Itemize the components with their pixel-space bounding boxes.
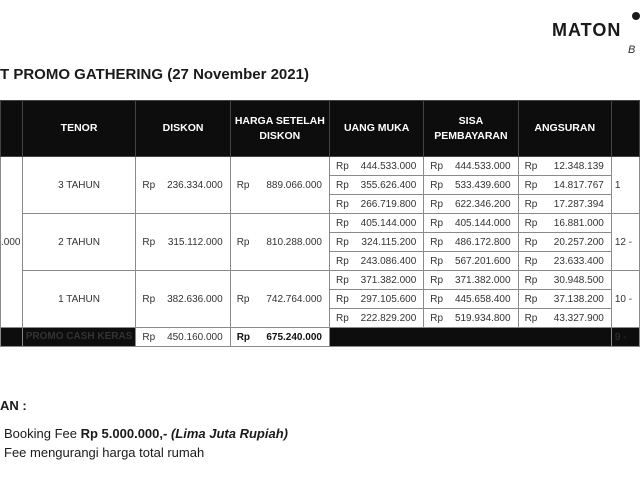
promo-diskon-cell (136, 328, 230, 347)
amount-value: 405.144.000 (360, 217, 417, 229)
currency-label: Rp (335, 160, 349, 172)
amount-value: 567.201.600 (454, 255, 511, 267)
harga-cell (230, 271, 329, 328)
right-edge-cell: 10 - (611, 271, 639, 328)
amount-value: 236.334.000 (167, 179, 223, 191)
currency-label: Rp (524, 255, 538, 267)
brand-logo: MATON (552, 20, 622, 40)
amount-value: 742.764.000 (266, 293, 322, 305)
header-tenor: TENOR (22, 101, 136, 157)
amount-value: 675.240.000 (266, 331, 322, 343)
angsuran-cell (518, 309, 611, 328)
header-angsuran: ANGSURAN (518, 101, 611, 157)
currency-label: Rp (335, 179, 349, 191)
notes-line1-words: (Lima Juta Rupiah) (170, 426, 288, 441)
sisa-cell (424, 309, 518, 328)
table-row (1, 271, 640, 290)
currency-label: Rp (430, 293, 444, 305)
currency-label: Rp (524, 217, 538, 229)
sisa-cell (424, 176, 518, 195)
amount-value: 889.066.000 (266, 179, 322, 191)
header-harga: HARGA SETELAH DISKON (230, 101, 329, 157)
notes-line1-prefix: Booking Fee (4, 426, 81, 441)
currency-label: Rp (335, 198, 349, 210)
promo-cash-label: PROMO CASH KERAS (22, 328, 136, 347)
amount-value: 324.115.200 (361, 236, 417, 248)
amount-value: 371.382.000 (454, 274, 511, 286)
amount-value: 37.138.200 (553, 293, 604, 305)
promo-right-edge: 9 - (611, 328, 639, 347)
currency-label: Rp (430, 198, 444, 210)
amount-value: 810.288.000 (266, 236, 322, 248)
currency-label: Rp (430, 160, 444, 172)
header-diskon: DISKON (136, 101, 230, 157)
currency-label: Rp (430, 274, 444, 286)
brand-sub: B (628, 44, 636, 56)
amount-value: 622.346.200 (454, 198, 511, 210)
currency-label: Rp (524, 236, 538, 248)
harga-cell (230, 157, 329, 214)
amount-value: 243.086.400 (360, 255, 417, 267)
amount-value: 371.382.000 (360, 274, 417, 286)
notes-booking-fee (4, 426, 288, 441)
currency-label: Rp (142, 331, 156, 343)
amount-value: 315.112.000 (167, 236, 223, 248)
tenor-cell: 1 TAHUN (22, 271, 136, 328)
uang-muka-cell (329, 214, 423, 233)
header-uang-muka: UANG MUKA (329, 101, 423, 157)
currency-label: Rp (524, 198, 538, 210)
sisa-cell (424, 252, 518, 271)
sisa-cell (424, 233, 518, 252)
page-title: T PROMO GATHERING (27 November 2021) (0, 66, 309, 83)
currency-label: Rp (142, 236, 156, 248)
currency-label: Rp (335, 217, 349, 229)
currency-label: Rp (335, 236, 349, 248)
sisa-cell (424, 214, 518, 233)
currency-label: Rp (524, 293, 538, 305)
table-row (1, 214, 640, 233)
uang-muka-cell (329, 271, 423, 290)
sisa-cell (424, 157, 518, 176)
right-edge-cell: 1 (611, 157, 639, 214)
angsuran-cell (518, 214, 611, 233)
diskon-cell (136, 214, 230, 271)
amount-value: 445.658.400 (454, 293, 511, 305)
table-row (1, 157, 640, 176)
currency-label: Rp (236, 236, 250, 248)
right-edge-cell: 12 - (611, 214, 639, 271)
currency-label: Rp (236, 331, 251, 343)
currency-label: Rp (430, 312, 444, 324)
promo-cash-row (1, 328, 640, 347)
amount-value: 12.348.139 (553, 160, 604, 172)
currency-label: Rp (335, 312, 349, 324)
angsuran-cell (518, 233, 611, 252)
amount-value: 20.257.200 (553, 236, 604, 248)
angsuran-cell (518, 290, 611, 309)
angsuran-cell (518, 195, 611, 214)
uang-muka-cell (329, 157, 423, 176)
currency-label: Rp (524, 274, 538, 286)
promo-harga-cell (230, 328, 329, 347)
amount-value: 519.934.800 (454, 312, 511, 324)
tenor-cell: 3 TAHUN (22, 157, 136, 214)
currency-label: Rp (142, 293, 156, 305)
table-header-row (1, 101, 640, 157)
promo-empty-block (329, 328, 611, 347)
uang-muka-cell (329, 290, 423, 309)
currency-label: Rp (524, 312, 538, 324)
header-right-edge (611, 101, 639, 157)
currency-label: Rp (335, 293, 349, 305)
currency-label: Rp (430, 236, 444, 248)
amount-value: 444.533.000 (360, 160, 417, 172)
diskon-cell (136, 157, 230, 214)
notes-heading: AN : (0, 398, 27, 413)
sisa-cell (424, 271, 518, 290)
currency-label: Rp (335, 274, 349, 286)
currency-label: Rp (430, 255, 444, 267)
uang-muka-cell (329, 233, 423, 252)
amount-value: 405.144.000 (454, 217, 511, 229)
uang-muka-cell (329, 252, 423, 271)
angsuran-cell (518, 176, 611, 195)
left-edge-cell: .000 (1, 157, 23, 328)
brand-mark-icon (632, 12, 640, 20)
angsuran-cell (518, 271, 611, 290)
tenor-cell: 2 TAHUN (22, 214, 136, 271)
amount-value: 382.636.000 (167, 293, 223, 305)
harga-cell (230, 214, 329, 271)
header-sisa: SISA PEMBAYARAN (424, 101, 518, 157)
amount-value: 16.881.000 (553, 217, 604, 229)
currency-label: Rp (524, 160, 538, 172)
amount-value: 355.626.400 (360, 179, 417, 191)
currency-label: Rp (236, 293, 250, 305)
amount-value: 486.172.800 (454, 236, 511, 248)
notes-line1-amount: Rp 5.000.000,- (80, 426, 168, 441)
uang-muka-cell (329, 309, 423, 328)
currency-label: Rp (236, 179, 250, 191)
angsuran-cell (518, 157, 611, 176)
promo-table (0, 100, 640, 347)
amount-value: 297.105.600 (360, 293, 417, 305)
currency-label: Rp (430, 179, 444, 191)
sisa-cell (424, 290, 518, 309)
amount-value: 266.719.800 (360, 198, 417, 210)
amount-value: 23.633.400 (553, 255, 604, 267)
sisa-cell (424, 195, 518, 214)
amount-value: 30.948.500 (553, 274, 604, 286)
uang-muka-cell (329, 176, 423, 195)
currency-label: Rp (430, 217, 444, 229)
header-left-edge (1, 101, 23, 157)
currency-label: Rp (524, 179, 538, 191)
amount-value: 450.160.000 (167, 331, 223, 343)
promo-left-edge (1, 328, 23, 347)
amount-value: 444.533.000 (454, 160, 511, 172)
amount-value: 222.829.200 (360, 312, 417, 324)
currency-label: Rp (335, 255, 349, 267)
notes-fee-note: Fee mengurangi harga total rumah (4, 445, 205, 460)
currency-label: Rp (142, 179, 156, 191)
amount-value: 14.817.767 (553, 179, 604, 191)
amount-value: 17.287.394 (553, 198, 604, 210)
uang-muka-cell (329, 195, 423, 214)
amount-value: 533.439.600 (454, 179, 511, 191)
angsuran-cell (518, 252, 611, 271)
diskon-cell (136, 271, 230, 328)
amount-value: 43.327.900 (553, 312, 604, 324)
